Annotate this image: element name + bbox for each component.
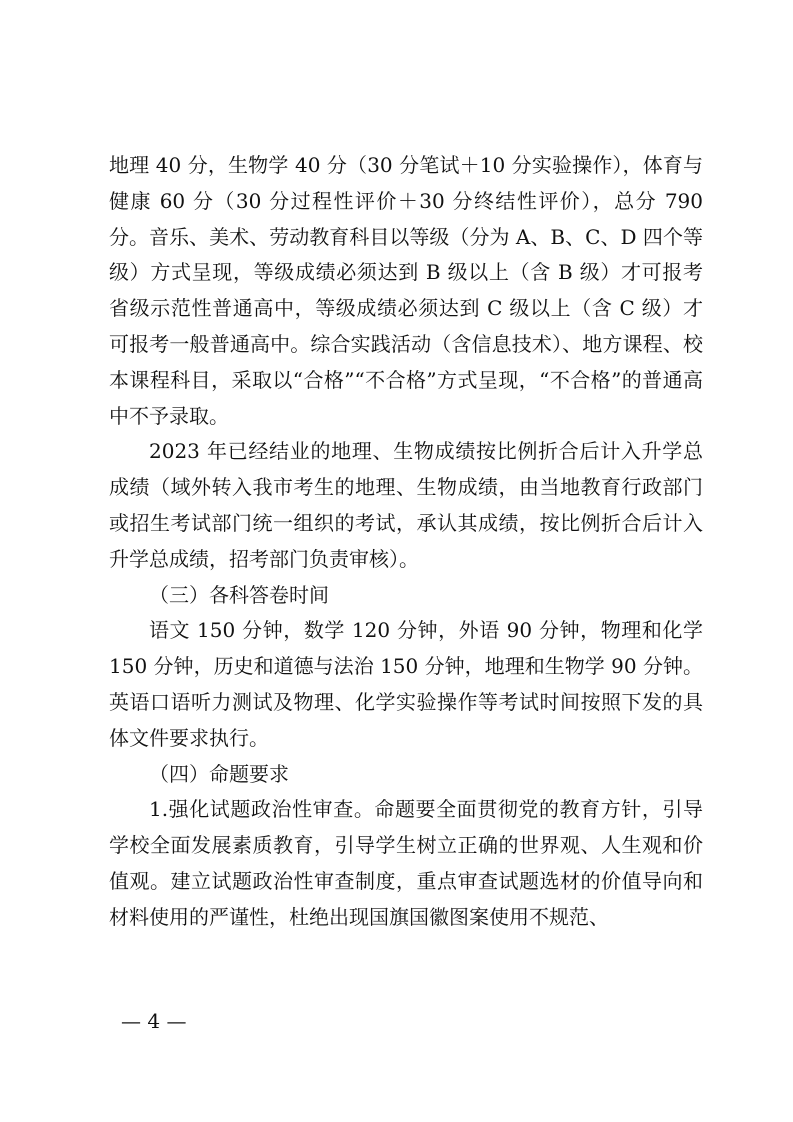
page-number: — 4 —	[121, 1009, 187, 1033]
paragraph-exam-durations: 语文 150 分钟，数学 120 分钟，外语 90 分钟，物理和化学 150 分钟，历史和道德与法治 150 分钟，地理和生物学 90 分钟。英语口语听力测试及物理、化学实验操作等考试时间按照下发的具体文件要求执行。	[109, 618, 703, 750]
section-heading-exam-time: （三）各科答卷时间	[149, 582, 329, 607]
document-body	[109, 148, 703, 936]
paragraph-political-review: 1.强化试题政治性审查。命题要全面贯彻党的教育方针，引导学校全面发展素质教育，引导学生树立正确的世界观、人生观和价值观。建立试题政治性审查制度，重点审查试题选材的价值导向和材料使用的严谨性，杜绝出现国旗国徽图案使用不规范、	[109, 797, 703, 929]
section-heading-question-requirements: （四）命题要求	[149, 761, 289, 786]
paragraph-2023-results: 2023 年已经结业的地理、生物成绩按比例折合后计入升学总成绩（域外转入我市考生的地理、生物成绩，由当地教育行政部门或招生考试部门统一组织的考试，承认其成绩，按比例折合后计入升学总成绩，招考部门负责审核）。	[109, 439, 703, 571]
paragraph-exam-scores: 地理 40 分，生物学 40 分（30 分笔试＋10 分实验操作），体育与健康 60 分（30 分过程性评价＋30 分终结性评价），总分 790 分。音乐、美术、劳动教育科目以等级（分为 A、B、C、D 四个等级）方式呈现，等级成绩必须达到 B 级以上（含 B 级）才可报考省级示范性普通高中，等级成绩必须达到 C 级以上（含 C 级）才可报考一般普通高中。综合实践活动（含信息技术）、地方课程、校本课程科目，采取以“合格”“不合格”方式呈现，“不合格”的普通高中不予录取。	[109, 153, 703, 428]
